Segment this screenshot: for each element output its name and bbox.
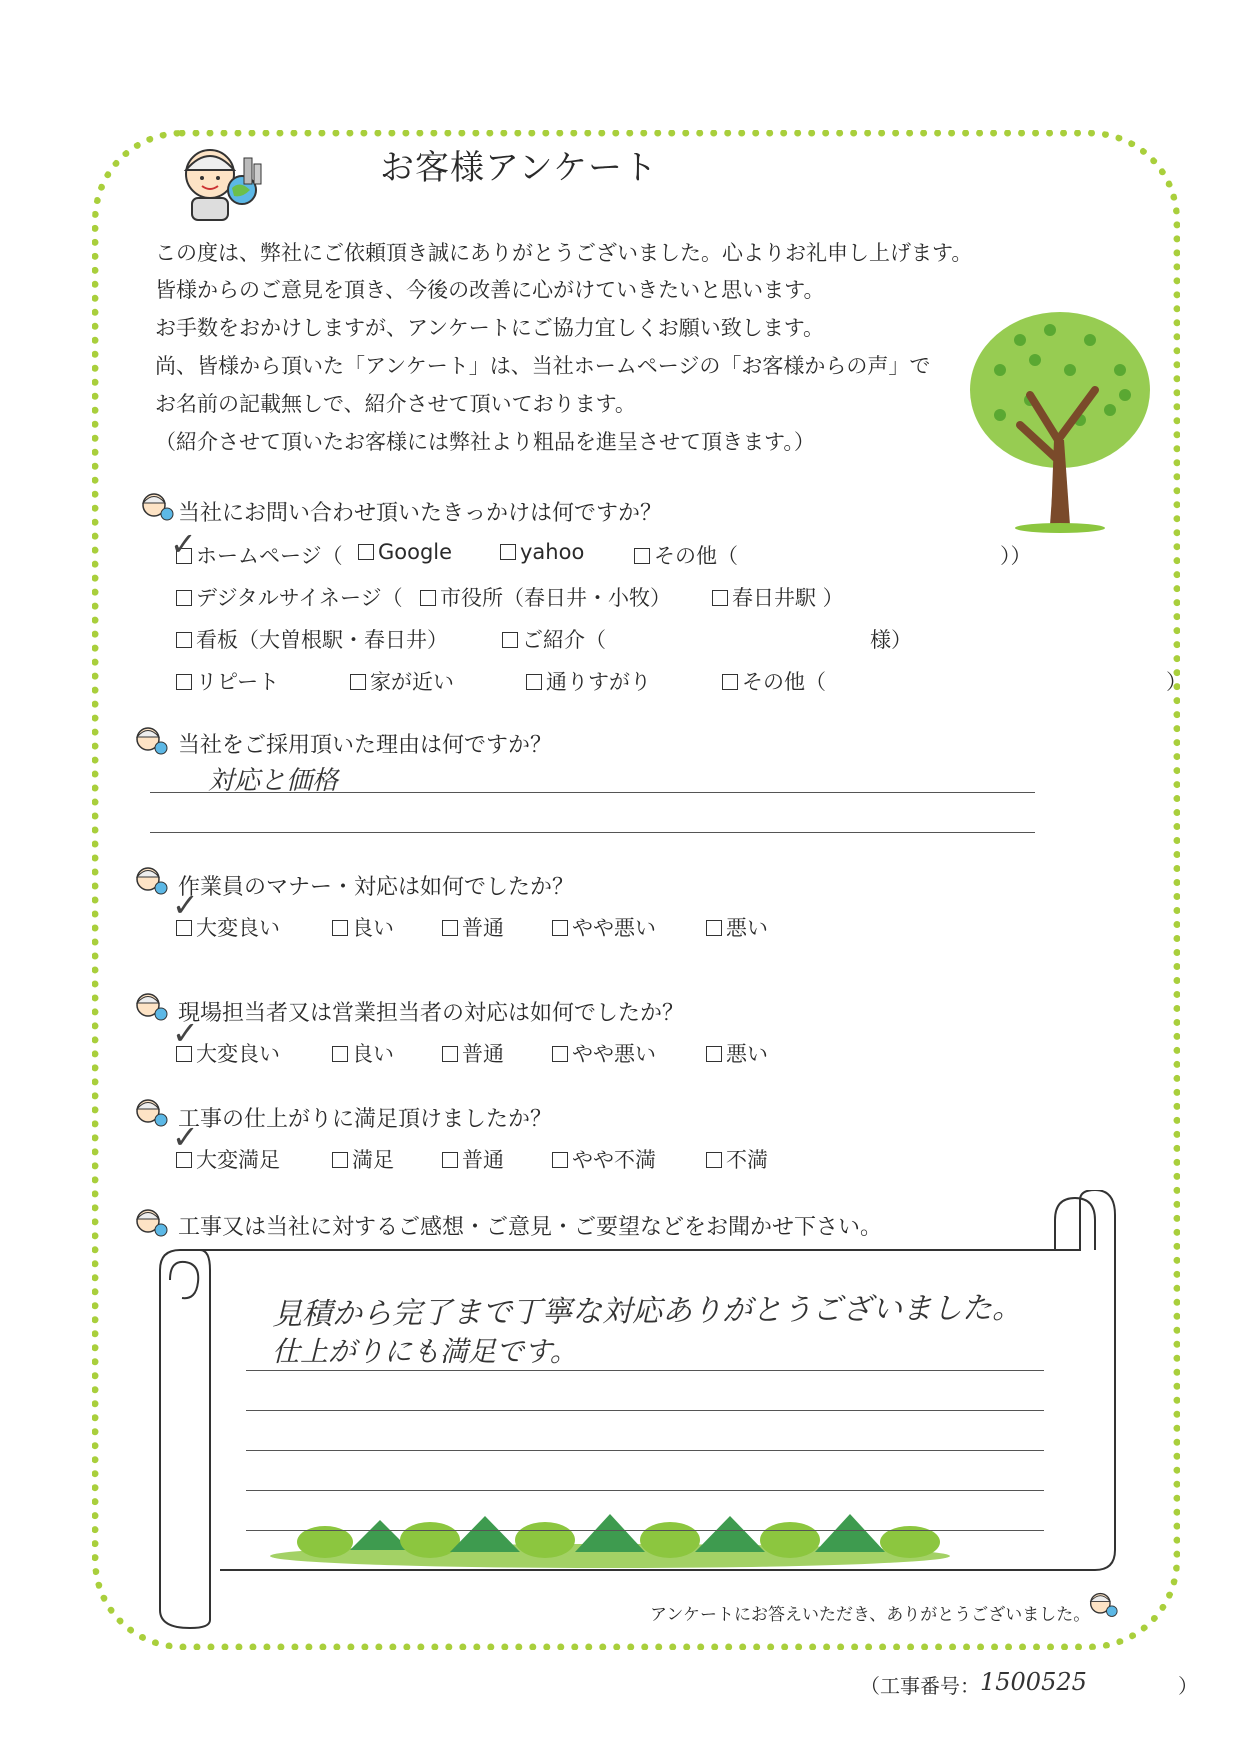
option-q5-2[interactable]	[332, 1144, 394, 1174]
option-label: 悪い	[726, 1042, 768, 1066]
answer-line	[150, 792, 1035, 793]
checkbox[interactable]	[442, 1152, 458, 1168]
option-signage[interactable]	[176, 582, 403, 612]
intro-line: お手数をおかけしますが、アンケートにご協力宜しくお願い致します。	[155, 316, 825, 340]
checkbox[interactable]	[332, 1152, 348, 1168]
option-billboard[interactable]	[176, 624, 448, 654]
question-1: 当社にお問い合わせ頂いたきっかけは何ですか？	[178, 501, 663, 526]
option-label: やや悪い	[572, 916, 656, 940]
intro-line: この度は、弊社にご依頼頂き誠にありがとうございました。心よりお礼申し上げます。	[155, 241, 973, 265]
checkbox[interactable]	[706, 920, 722, 936]
option-label: 大変良い	[196, 916, 280, 940]
checkmark-icon: ✓	[172, 1014, 199, 1052]
checkbox[interactable]	[526, 674, 542, 690]
checkbox[interactable]	[706, 1152, 722, 1168]
option-q4-4[interactable]	[552, 1038, 656, 1068]
option-label: 大変満足	[196, 1148, 280, 1172]
option-q4-2[interactable]	[332, 1038, 394, 1068]
mascot-small-icon	[140, 490, 174, 524]
checkbox[interactable]	[176, 632, 192, 648]
intro-line: お名前の記載無しで、紹介させて頂いております。	[155, 392, 636, 416]
option-label: その他（	[654, 544, 738, 568]
option-other-web[interactable]	[634, 540, 738, 570]
checkbox[interactable]	[332, 1046, 348, 1062]
intro-line: （紹介させて頂いたお客様には弊社より粗品を進呈させて頂きます。）	[155, 430, 815, 454]
mascot-icon	[172, 140, 272, 222]
option-q3-2[interactable]	[332, 912, 394, 942]
option-q5-4[interactable]	[552, 1144, 656, 1174]
option-q3-4[interactable]	[552, 912, 656, 942]
answer-line	[246, 1530, 1044, 1531]
option-label: 悪い	[726, 916, 768, 940]
question-2: 当社をご採用頂いた理由は何ですか？	[178, 733, 553, 758]
question-5: 工事の仕上がりに満足頂けましたか？	[178, 1107, 553, 1132]
answer-line	[150, 832, 1035, 833]
answer-2[interactable]: 対応と価格	[208, 766, 339, 796]
option-label: 満足	[352, 1148, 394, 1172]
question-3: 作業員のマナー・対応は如何でしたか？	[178, 875, 575, 900]
option-label: 普通	[462, 916, 504, 940]
checkbox[interactable]	[552, 920, 568, 936]
option-q3-5[interactable]	[706, 912, 768, 942]
checkbox[interactable]	[500, 544, 516, 560]
option-passing[interactable]	[526, 666, 651, 696]
option-label: yahoo	[520, 540, 585, 564]
paren-close: ））	[1000, 544, 1032, 568]
option-label: 市役所（春日井・小牧）	[440, 586, 671, 610]
checkbox[interactable]	[420, 590, 436, 606]
option-label: その他（	[742, 670, 826, 694]
option-label: デジタルサイネージ（	[196, 586, 403, 610]
checkmark-icon: ✓	[170, 525, 197, 563]
checkmark-icon: ✓	[172, 886, 199, 924]
option-repeat[interactable]	[176, 666, 279, 696]
option-label: 普通	[462, 1042, 504, 1066]
option-label: 看板（大曽根駅・春日井）	[196, 628, 448, 652]
option-label: 良い	[352, 916, 394, 940]
referral-suffix: 様）	[870, 628, 912, 652]
option-station[interactable]	[712, 582, 844, 612]
mascot-small-icon	[134, 1096, 168, 1130]
answer-line	[246, 1410, 1044, 1411]
answer-6-line-2[interactable]: 仕上がりにも満足です。	[272, 1335, 578, 1368]
option-label: やや悪い	[572, 1042, 656, 1066]
job-number-close: ）	[1178, 1674, 1198, 1698]
answer-line	[246, 1490, 1044, 1491]
mascot-small-icon	[134, 864, 168, 898]
option-q3-3[interactable]	[442, 912, 504, 942]
option-label: やや不満	[572, 1148, 656, 1172]
checkbox[interactable]	[502, 632, 518, 648]
checkbox[interactable]	[442, 920, 458, 936]
option-label: 不満	[726, 1148, 768, 1172]
mascot-small-icon	[134, 990, 168, 1024]
option-label: 普通	[462, 1148, 504, 1172]
option-label: 良い	[352, 1042, 394, 1066]
option-q5-3[interactable]	[442, 1144, 504, 1174]
mascot-small-icon	[134, 724, 168, 758]
page-title: お客様アンケート	[380, 148, 658, 188]
checkbox[interactable]	[722, 674, 738, 690]
option-label: ご紹介（	[522, 628, 606, 652]
option-yahoo[interactable]	[500, 540, 584, 564]
option-label: 大変良い	[196, 1042, 280, 1066]
tree-illustration	[960, 300, 1160, 540]
answer-line	[246, 1450, 1044, 1451]
answer-6-line-1[interactable]: 見積から完了まで丁寧な対応ありがとうございました。	[271, 1290, 1023, 1333]
question-6: 工事又は当社に対するご感想・ご意見・ご要望などをお聞かせ下さい。	[178, 1215, 883, 1240]
job-number[interactable]: 1500525	[980, 1668, 1087, 1696]
option-q4-3[interactable]	[442, 1038, 504, 1068]
checkbox[interactable]	[552, 1152, 568, 1168]
answer-line	[246, 1370, 1044, 1371]
checkbox[interactable]	[332, 920, 348, 936]
mascot-small-icon	[1088, 1590, 1118, 1620]
checkbox[interactable]	[358, 544, 374, 560]
option-label: 春日井駅 ）	[732, 586, 844, 610]
intro-line: 尚、皆様から頂いた「アンケート」は、当社ホームページの「お客様からの声」で	[155, 354, 931, 378]
thanks-text: アンケートにお答えいただき、ありがとうございました。	[650, 1605, 1091, 1625]
checkbox[interactable]	[706, 1046, 722, 1062]
checkbox[interactable]	[176, 674, 192, 690]
checkbox[interactable]	[442, 1046, 458, 1062]
option-q5-5[interactable]	[706, 1144, 768, 1174]
option-referral[interactable]	[502, 624, 606, 654]
job-number-label: （工事番号：	[860, 1674, 980, 1698]
question-4: 現場担当者又は営業担当者の対応は如何でしたか？	[178, 1001, 685, 1026]
option-google[interactable]	[358, 540, 452, 564]
checkbox[interactable]	[350, 674, 366, 690]
option-near[interactable]	[350, 666, 454, 696]
option-cityhall[interactable]	[420, 582, 671, 612]
option-label: ホームページ（	[196, 544, 343, 568]
option-label: 家が近い	[370, 670, 454, 694]
option-other[interactable]	[722, 666, 826, 696]
option-label: リピート	[196, 670, 280, 694]
checkbox[interactable]	[552, 1046, 568, 1062]
option-label: Google	[378, 540, 453, 564]
paren-close: ）	[1166, 670, 1187, 694]
tree-row	[270, 1514, 950, 1568]
option-label: 通りすがり	[546, 670, 651, 694]
checkbox[interactable]	[712, 590, 728, 606]
intro-line: 皆様からのご意見を頂き、今後の改善に心がけていきたいと思います。	[155, 278, 825, 302]
option-q4-5[interactable]	[706, 1038, 768, 1068]
checkmark-icon: ✓	[172, 1118, 199, 1156]
option-homepage[interactable]	[176, 540, 343, 570]
checkbox[interactable]	[634, 548, 650, 564]
checkbox[interactable]	[176, 590, 192, 606]
